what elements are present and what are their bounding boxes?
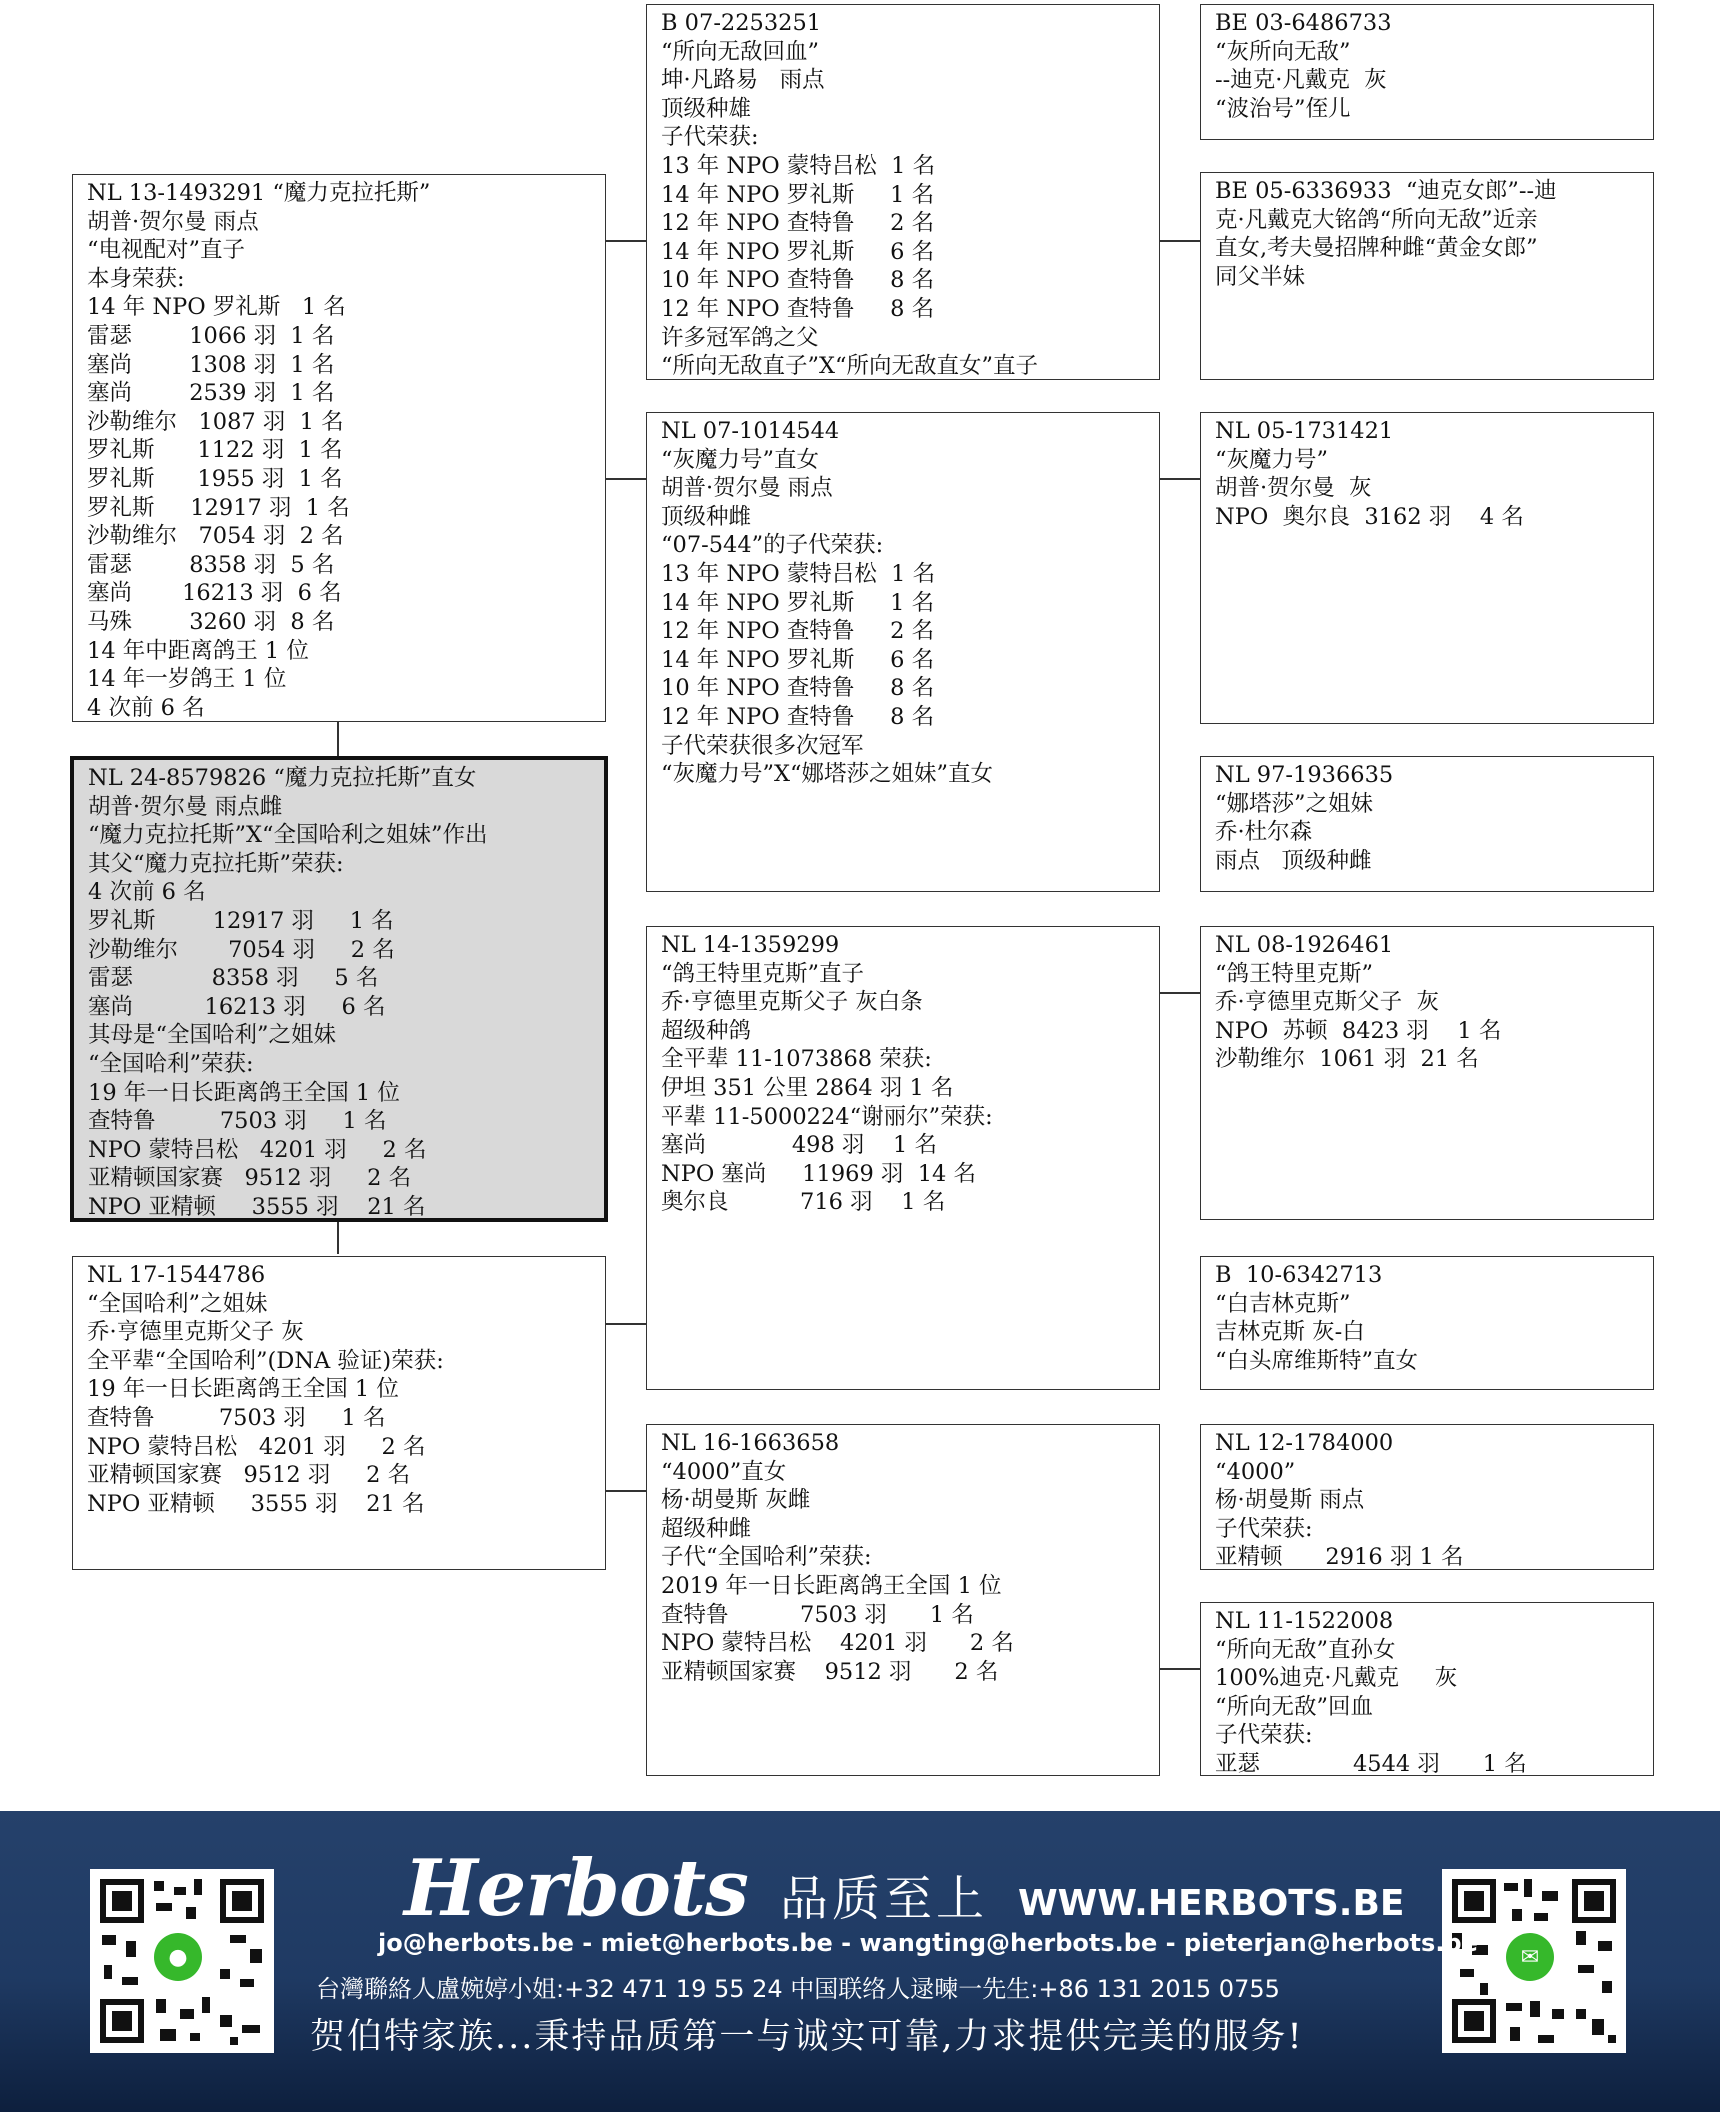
pedigree-line: 杨·胡曼斯 灰雌 bbox=[661, 1487, 811, 1514]
brand-row bbox=[404, 1843, 1405, 1934]
pedigree-line: 罗礼斯 12917 羽 1 名 bbox=[87, 494, 350, 521]
pedigree-line: 亚精顿国家赛 9512 羽 2 名 bbox=[661, 1658, 999, 1685]
pedigree-line: 12 年 NPO 查特鲁 2 名 bbox=[661, 210, 935, 237]
pedigree-line: 12 年 NPO 查特鲁 2 名 bbox=[661, 618, 935, 645]
pedigree-line: B 07-2253251 bbox=[661, 10, 822, 36]
pedigree-line: 同父半妹 bbox=[1215, 263, 1306, 290]
pedigree-line: 克·凡戴克大铭鸽“所向无敌”近亲 bbox=[1215, 206, 1538, 233]
connector bbox=[605, 240, 647, 242]
pedigree-line: 雨点 顶级种雌 bbox=[1215, 847, 1372, 874]
pedigree-box-sire-dam bbox=[646, 412, 1160, 892]
pedigree-box-dsd bbox=[1200, 1256, 1654, 1390]
pedigree-line: 14 年一岁鸽王 1 位 bbox=[87, 666, 287, 693]
pedigree-line: NL 13-1493291 “魔力克拉托斯” bbox=[87, 180, 431, 206]
pedigree-line: 罗礼斯 1122 羽 1 名 bbox=[87, 437, 343, 464]
pedigree-line: “魔力克拉托斯”X“全国哈利之姐妹”作出 bbox=[88, 822, 488, 849]
pedigree-line: “白吉林克斯” bbox=[1215, 1290, 1351, 1317]
pedigree-line: NL 17-1544786 bbox=[87, 1262, 266, 1288]
pedigree-line: 雷瑟 1066 羽 1 名 bbox=[87, 322, 335, 349]
pedigree-line: --迪克·凡戴克 灰 bbox=[1215, 67, 1387, 94]
pedigree-line: “07-544”的子代荣获: bbox=[661, 532, 884, 559]
pedigree-line: 其父“魔力克拉托斯”荣获: bbox=[88, 850, 344, 877]
pedigree-line: 查特鲁 7503 羽 1 名 bbox=[87, 1404, 386, 1431]
pedigree-line: 14 年 NPO 罗礼斯 1 名 bbox=[661, 589, 935, 616]
pedigree-line: “娜塔莎”之姐妹 bbox=[1215, 790, 1374, 817]
pedigree-line: 全平辈“全国哈利”(DNA 验证)荣获: bbox=[87, 1347, 444, 1374]
pedigree-line: “4000” bbox=[1215, 1458, 1296, 1485]
pedigree-line: “所向无敌回血” bbox=[661, 38, 820, 65]
pedigree-line: “鸽王特里克斯”直子 bbox=[661, 960, 865, 987]
pedigree-line: 塞尚 2539 羽 1 名 bbox=[87, 380, 335, 407]
pedigree-line: 乔·亨德里克斯父子 灰白条 bbox=[661, 989, 923, 1016]
pedigree-line: NPO 蒙特吕松 4201 羽 2 名 bbox=[88, 1136, 427, 1163]
pedigree-line: 10 年 NPO 查特鲁 8 名 bbox=[661, 267, 935, 294]
connector bbox=[337, 720, 339, 756]
pedigree-line: 10 年 NPO 查特鲁 8 名 bbox=[661, 675, 935, 702]
pedigree-line: 胡普·贺尔曼 雨点 bbox=[661, 475, 833, 502]
pedigree-line: 许多冠军鸽之父 bbox=[661, 324, 819, 351]
pedigree-line: NL 16-1663658 bbox=[661, 1430, 840, 1456]
pedigree-line: NPO 蒙特吕松 4201 羽 2 名 bbox=[661, 1630, 1014, 1657]
pedigree-line: 子代荣获: bbox=[1215, 1515, 1313, 1542]
pedigree-line: 伊坦 351 公里 2864 羽 1 名 bbox=[661, 1074, 954, 1101]
pedigree-line: 坤·凡路易 雨点 bbox=[661, 67, 825, 94]
pedigree-line: 子代“全国哈利”荣获: bbox=[661, 1544, 872, 1571]
pedigree-line: 2019 年一日长距离鸽王全国 1 位 bbox=[661, 1572, 1002, 1599]
pedigree-line: BE 05-6336933 “迪克女郎”--迪 bbox=[1215, 178, 1557, 204]
brand-slogan: 品质至上 bbox=[779, 1871, 988, 1927]
pedigree-line: NL 14-1359299 bbox=[661, 932, 840, 958]
pedigree-line: 查特鲁 7503 羽 1 名 bbox=[88, 1108, 387, 1135]
connector bbox=[605, 1323, 647, 1325]
pedigree-line: 塞尚 498 羽 1 名 bbox=[661, 1132, 937, 1159]
pedigree-line: 14 年中距离鸽王 1 位 bbox=[87, 637, 309, 664]
pedigree-line: 4 次前 6 名 bbox=[87, 694, 205, 721]
pedigree-box-subject bbox=[70, 756, 608, 1222]
pedigree-line: NPO 蒙特吕松 4201 羽 2 名 bbox=[87, 1433, 426, 1460]
pedigree-box-dam-sire bbox=[646, 926, 1160, 1390]
pedigree-line: NPO 亚精顿 3555 羽 21 名 bbox=[88, 1193, 426, 1220]
pedigree-line: “鸽王特里克斯” bbox=[1215, 960, 1374, 987]
pedigree-line: “全国哈利”荣获: bbox=[88, 1050, 254, 1077]
pedigree-line: 胡普·贺尔曼 雨点雌 bbox=[88, 793, 283, 820]
pedigree-box-dss bbox=[1200, 926, 1654, 1220]
pedigree-line: 罗礼斯 12917 羽 1 名 bbox=[88, 907, 394, 934]
wechat-icon: ✉ bbox=[1506, 1933, 1554, 1981]
pedigree-line: 雷瑟 8358 羽 5 名 bbox=[88, 965, 379, 992]
pedigree-box-ssd bbox=[1200, 172, 1654, 380]
pedigree-line: 14 年 NPO 罗礼斯 1 名 bbox=[87, 294, 346, 321]
pedigree-line: 其母是“全国哈利”之姐妹 bbox=[88, 1022, 337, 1049]
pedigree-line: NPO 亚精顿 3555 羽 21 名 bbox=[87, 1490, 425, 1517]
connector bbox=[337, 1222, 339, 1254]
pedigree-line: “所向无敌”直孙女 bbox=[1215, 1636, 1396, 1663]
company-motto: 贺伯特家族...秉持品质第一与诚实可靠,力求提供完美的服务! bbox=[310, 2017, 1304, 2057]
pedigree-line: 查特鲁 7503 羽 1 名 bbox=[661, 1601, 974, 1628]
pedigree-line: 超级种鸽 bbox=[661, 1017, 752, 1044]
pedigree-box-sdd bbox=[1200, 756, 1654, 892]
website-link[interactable]: WWW.HERBOTS.BE bbox=[1017, 1883, 1405, 1924]
pedigree-line: 顶级种雌 bbox=[661, 503, 752, 530]
line-icon: ● bbox=[154, 1933, 202, 1981]
pedigree-line: 塞尚 16213 羽 6 名 bbox=[88, 993, 386, 1020]
pedigree-box-dds bbox=[1200, 1424, 1654, 1570]
pedigree-line: 亚瑟 4544 羽 1 名 bbox=[1215, 1750, 1527, 1776]
pedigree-line: 罗礼斯 1955 羽 1 名 bbox=[87, 465, 343, 492]
pedigree-line: 马殊 3260 羽 8 名 bbox=[87, 608, 335, 635]
pedigree-line: 4 次前 6 名 bbox=[88, 879, 206, 906]
pedigree-line: “灰所向无敌” bbox=[1215, 38, 1351, 65]
pedigree-line: 13 年 NPO 蒙特吕松 1 名 bbox=[661, 560, 936, 587]
pedigree-line: 12 年 NPO 查特鲁 8 名 bbox=[661, 295, 935, 322]
pedigree-line: “波治号”侄儿 bbox=[1215, 95, 1351, 122]
pedigree-line: 子代荣获: bbox=[661, 124, 759, 151]
pedigree-line: “4000”直女 bbox=[661, 1458, 787, 1485]
pedigree-line: 12 年 NPO 查特鲁 8 名 bbox=[661, 703, 935, 730]
pedigree-line: 全平辈 11-1073868 荣获: bbox=[661, 1046, 932, 1073]
pedigree-line: 子代荣获: bbox=[1215, 1722, 1313, 1749]
brand-logo: Herbots bbox=[404, 1843, 748, 1934]
pedigree-line: 奥尔良 716 羽 1 名 bbox=[661, 1189, 946, 1216]
pedigree-line: 乔·杜尔森 bbox=[1215, 819, 1313, 846]
pedigree-line: 沙勒维尔 7054 羽 2 名 bbox=[88, 936, 395, 963]
pedigree-line: 杨·胡曼斯 雨点 bbox=[1215, 1487, 1365, 1514]
pedigree-line: “灰魔力号”X“娜塔莎之姐妹”直女 bbox=[661, 761, 994, 788]
pedigree-line: 平辈 11-5000224“谢丽尔”荣获: bbox=[661, 1103, 993, 1130]
pedigree-line: 沙勒维尔 1087 羽 1 名 bbox=[87, 408, 344, 435]
pedigree-line: 子代荣获很多次冠军 bbox=[661, 732, 864, 759]
pedigree-line: 吉林克斯 灰-白 bbox=[1215, 1319, 1365, 1346]
qr-code-left[interactable] bbox=[90, 1869, 274, 2053]
pedigree-line: NL 97-1936635 bbox=[1215, 762, 1394, 788]
pedigree-line: 本身荣获: bbox=[87, 265, 185, 292]
pedigree-line: 19 年一日长距离鸽王全国 1 位 bbox=[88, 1079, 400, 1106]
pedigree-line: 14 年 NPO 罗礼斯 1 名 bbox=[661, 181, 935, 208]
connector bbox=[605, 478, 647, 480]
pedigree-line: B 10-6342713 bbox=[1215, 1262, 1383, 1288]
pedigree-line: 14 年 NPO 罗礼斯 6 名 bbox=[661, 646, 935, 673]
qr-code-right[interactable] bbox=[1442, 1869, 1626, 2053]
pedigree-line: 沙勒维尔 7054 羽 2 名 bbox=[87, 523, 344, 550]
pedigree-box-dam-dam bbox=[646, 1424, 1160, 1776]
email-list[interactable]: jo@herbots.be - miet@herbots.be - wangting@herbots.be - pieterjan@herbots.be bbox=[378, 1929, 1478, 1957]
pedigree-line: “所向无敌”回血 bbox=[1215, 1693, 1374, 1720]
pedigree-line: “白头席维斯特”直女 bbox=[1215, 1347, 1419, 1374]
pedigree-line: 13 年 NPO 蒙特吕松 1 名 bbox=[661, 152, 936, 179]
pedigree-line: 乔·亨德里克斯父子 灰 bbox=[1215, 989, 1439, 1016]
contact-phones: 台灣聯絡人盧婉婷小姐:+32 471 19 55 24 中国联络人逯暕一先生:+86 131 2015 0755 bbox=[316, 1975, 1280, 2003]
pedigree-box-sds bbox=[1200, 412, 1654, 724]
pedigree-line: NL 11-1522008 bbox=[1215, 1608, 1394, 1634]
pedigree-box-ddd bbox=[1200, 1602, 1654, 1776]
pedigree-line: “灰魔力号”直女 bbox=[661, 446, 820, 473]
pedigree-line: 100%迪克·凡戴克 灰 bbox=[1215, 1665, 1458, 1692]
pedigree-line: NPO 苏顿 8423 羽 1 名 bbox=[1215, 1017, 1502, 1044]
pedigree-box-sire bbox=[72, 174, 606, 722]
pedigree-line: NL 12-1784000 bbox=[1215, 1430, 1394, 1456]
connector bbox=[1159, 1668, 1201, 1670]
pedigree-line: 19 年一日长距离鸽王全国 1 位 bbox=[87, 1376, 399, 1403]
pedigree-line: NPO 奥尔良 3162 羽 4 名 bbox=[1215, 503, 1524, 530]
pedigree-line: NL 07-1014544 bbox=[661, 418, 840, 444]
pedigree-line: “全国哈利”之姐妹 bbox=[87, 1290, 268, 1317]
connector bbox=[1159, 992, 1201, 994]
pedigree-box-sss bbox=[1200, 4, 1654, 140]
pedigree-line: “电视配对”直子 bbox=[87, 237, 246, 264]
pedigree-line: 雷瑟 8358 羽 5 名 bbox=[87, 551, 335, 578]
pedigree-line: 胡普·贺尔曼 灰 bbox=[1215, 475, 1372, 502]
connector bbox=[605, 1490, 647, 1492]
pedigree-line: 塞尚 16213 羽 6 名 bbox=[87, 580, 342, 607]
pedigree-line: 乔·亨德里克斯父子 灰 bbox=[87, 1319, 304, 1346]
pedigree-line: 亚精顿国家赛 9512 羽 2 名 bbox=[88, 1165, 412, 1192]
pedigree-line: 14 年 NPO 罗礼斯 6 名 bbox=[661, 238, 935, 265]
pedigree-line: 亚精顿国家赛 9512 羽 2 名 bbox=[87, 1462, 411, 1489]
pedigree-line: 顶级种雄 bbox=[661, 95, 752, 122]
pedigree-line: NPO 塞尚 11969 羽 14 名 bbox=[661, 1160, 977, 1187]
pedigree-line: NL 05-1731421 bbox=[1215, 418, 1394, 444]
pedigree-box-sire-sire bbox=[646, 4, 1160, 380]
connector bbox=[1159, 240, 1201, 242]
connector bbox=[1159, 478, 1201, 480]
pedigree-line: 亚精顿 2916 羽 1 名 bbox=[1215, 1544, 1464, 1570]
pedigree-line: 超级种雌 bbox=[661, 1515, 752, 1542]
pedigree-line: 直女,考夫曼招牌种雌“黄金女郎” bbox=[1215, 235, 1538, 262]
pedigree-line: NL 08-1926461 bbox=[1215, 932, 1394, 958]
pedigree-line: 塞尚 1308 羽 1 名 bbox=[87, 351, 335, 378]
pedigree-line: “所向无敌直子”X“所向无敌直女”直子 bbox=[661, 353, 1039, 380]
pedigree-line: “灰魔力号” bbox=[1215, 446, 1329, 473]
pedigree-line: 沙勒维尔 1061 羽 21 名 bbox=[1215, 1046, 1479, 1073]
pedigree-line: NL 24-8579826 “魔力克拉托斯”直女 bbox=[88, 765, 477, 791]
pedigree-line: 胡普·贺尔曼 雨点 bbox=[87, 208, 259, 235]
pedigree-box-dam bbox=[72, 1256, 606, 1570]
pedigree-line: BE 03-6486733 bbox=[1215, 10, 1392, 36]
